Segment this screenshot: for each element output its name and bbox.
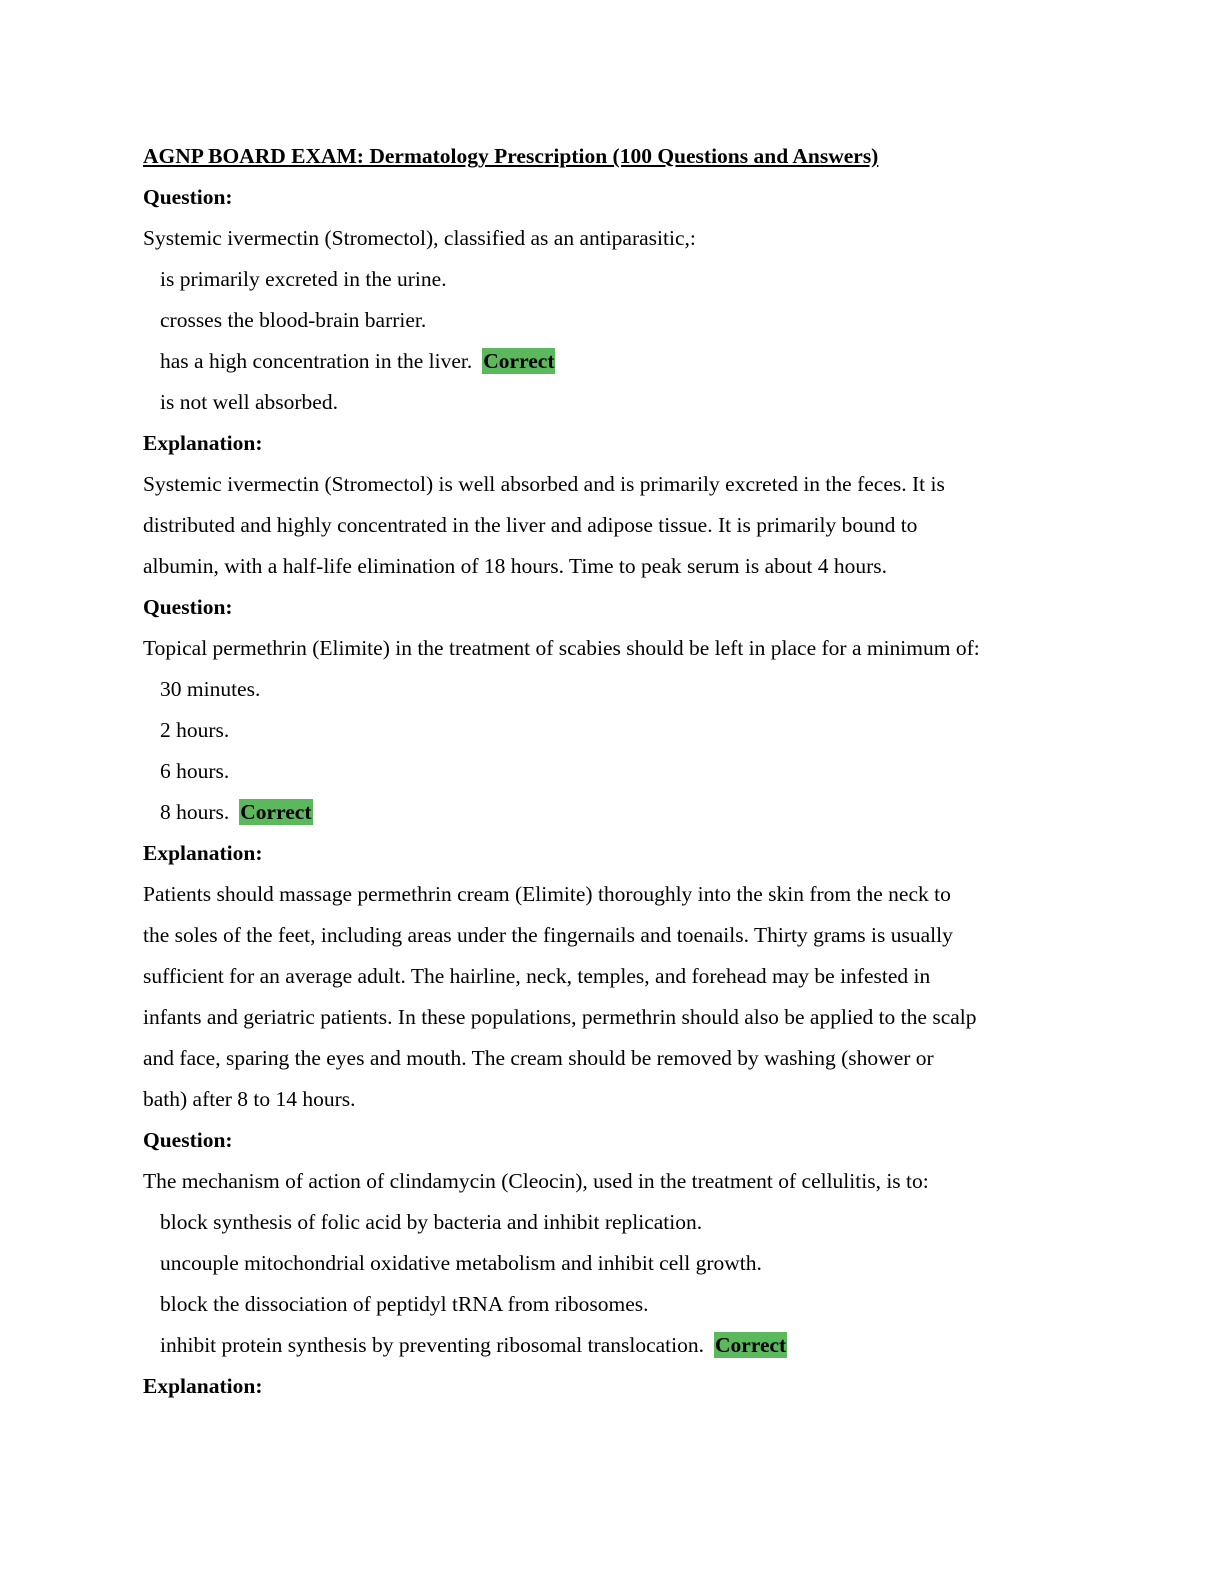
- option-text: has a high concentration in the liver.: [160, 349, 473, 373]
- option-text: crosses the blood-brain barrier.: [160, 308, 427, 332]
- explanation-label: Explanation:: [143, 841, 263, 865]
- explanation-label: Explanation:: [143, 1374, 263, 1398]
- answer-option: [143, 1243, 1083, 1284]
- option-text: 6 hours.: [160, 759, 230, 783]
- explanation-line: Patients should massage permethrin cream (Elimite) thoroughly into the skin from the neck to: [143, 882, 951, 906]
- answer-option: [143, 300, 1083, 341]
- explanation-line: the soles of the feet, including areas under the fingernails and toenails. Thirty grams is usually: [143, 923, 953, 947]
- explanation-line: infants and geriatric patients. In these populations, permethrin should also be applied to the scalp: [143, 1005, 977, 1029]
- option-text: 2 hours.: [160, 718, 230, 742]
- option-text: uncouple mitochondrial oxidative metabolism and inhibit cell growth.: [160, 1251, 762, 1275]
- correct-badge: Correct: [240, 800, 312, 824]
- explanation-line: and face, sparing the eyes and mouth. The cream should be removed by washing (shower or: [143, 1046, 934, 1070]
- question-label: Question:: [143, 1128, 233, 1152]
- option-text: block synthesis of folic acid by bacteria and inhibit replication.: [160, 1210, 703, 1234]
- explanation-label: Explanation:: [143, 431, 263, 455]
- answer-option: [143, 710, 1083, 751]
- correct-badge: Correct: [483, 349, 555, 373]
- option-text: 8 hours.: [160, 800, 230, 824]
- option-text: 30 minutes.: [160, 677, 261, 701]
- question-stem: Topical permethrin (Elimite) in the treatment of scabies should be left in place for a minimum of:: [143, 636, 980, 660]
- explanation-line: Systemic ivermectin (Stromectol) is well absorbed and is primarily excreted in the feces. It is: [143, 472, 945, 496]
- answer-option-correct: [143, 1325, 1083, 1366]
- explanation-line: albumin, with a half-life elimination of 18 hours. Time to peak serum is about 4 hours.: [143, 554, 888, 578]
- question-label: Question:: [143, 595, 233, 619]
- question-stem: Systemic ivermectin (Stromectol), classified as an antiparasitic,:: [143, 226, 696, 250]
- document-title: AGNP BOARD EXAM: Dermatology Prescription (100 Questions and Answers): [143, 144, 879, 168]
- answer-option: [143, 259, 1083, 300]
- question-label: Question:: [143, 185, 233, 209]
- option-text: is primarily excreted in the urine.: [160, 267, 447, 291]
- option-text: inhibit protein synthesis by preventing ribosomal translocation.: [160, 1333, 704, 1357]
- question-stem: The mechanism of action of clindamycin (Cleocin), used in the treatment of cellulitis, is to:: [143, 1169, 929, 1193]
- explanation-line: distributed and highly concentrated in the liver and adipose tissue. It is primarily bound to: [143, 513, 918, 537]
- answer-option-correct: [143, 792, 1083, 833]
- answer-option: [143, 751, 1083, 792]
- explanation-line: sufficient for an average adult. The hairline, neck, temples, and forehead may be infested in: [143, 964, 931, 988]
- correct-badge: Correct: [715, 1333, 787, 1357]
- option-text: is not well absorbed.: [160, 390, 338, 414]
- answer-option: [143, 382, 1083, 423]
- answer-option-correct: [143, 341, 1083, 382]
- document-page: [143, 136, 1083, 1407]
- answer-option: [143, 669, 1083, 710]
- explanation-line: bath) after 8 to 14 hours.: [143, 1087, 356, 1111]
- option-text: block the dissociation of peptidyl tRNA from ribosomes.: [160, 1292, 649, 1316]
- answer-option: [143, 1284, 1083, 1325]
- answer-option: [143, 1202, 1083, 1243]
